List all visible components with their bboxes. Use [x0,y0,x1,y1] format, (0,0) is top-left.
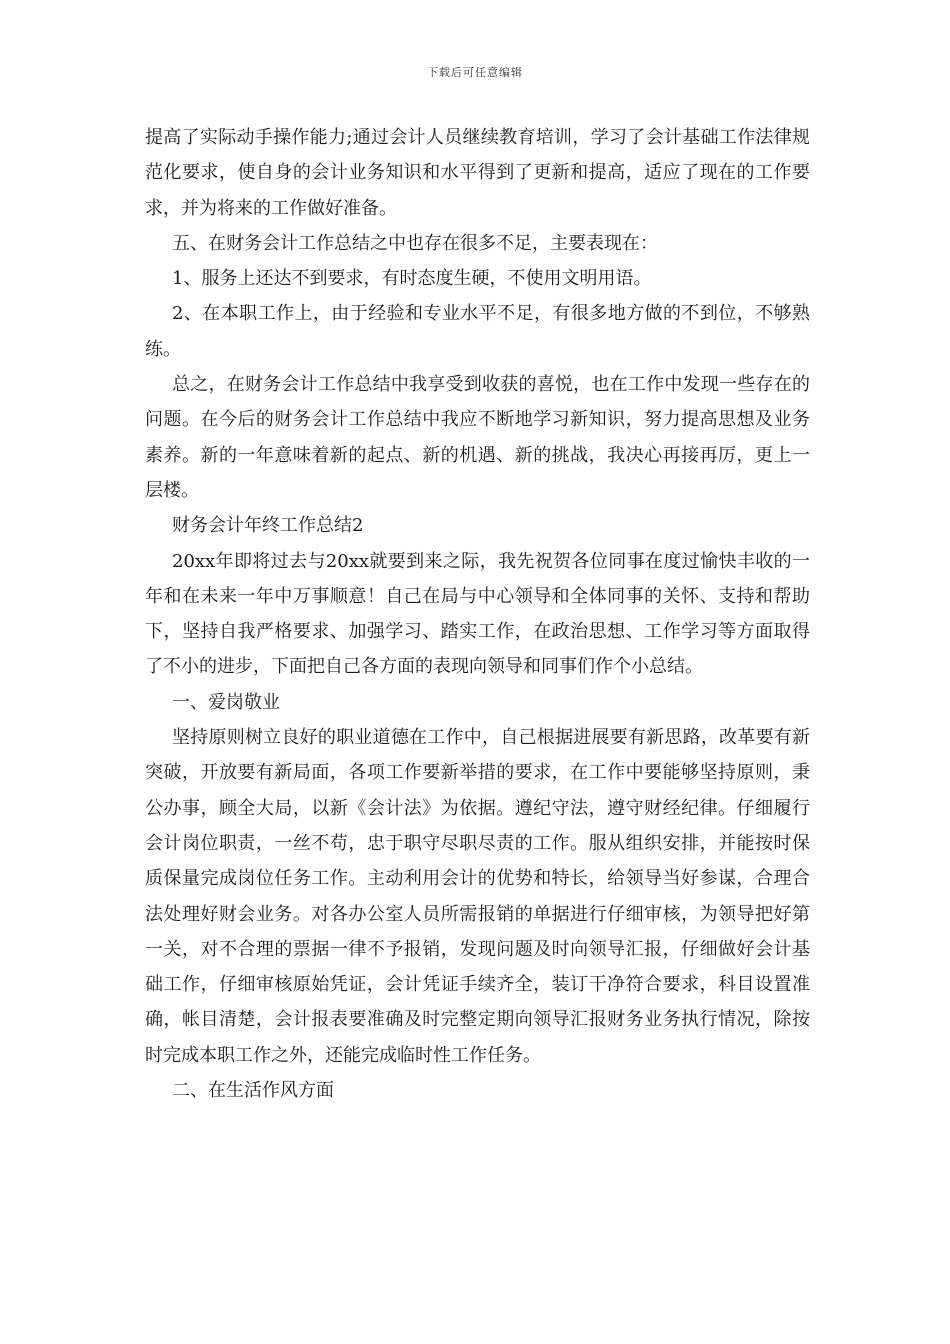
paragraph: 坚持原则树立良好的职业道德在工作中，自己根据进展要有新思路，改革要有新突破，开放要有新局面，各项工作要新举措的要求，在工作中要能够坚持原则，秉公办事，顾全大局，以新《会计法》为依据。遵纪守法，遵守财经纪律。仔细履行会计岗位职责，一丝不苟，忠于职守尽职尽责的工作。服从组织安排，并能按时保质保量完成岗位任务工作。主动利用会计的优势和特长，给领导当好参谋，合理合法处理好财会业务。对各办公室人员所需报销的单据进行仔细审核，为领导把好第一关，对不合理的票据一律不予报销，发现问题及时向领导汇报，仔细做好会计基础工作，仔细审核原始凭证，会计凭证手续齐全，装订干净符合要求，科目设置准确，帐目清楚，会计报表要准确及时完整定期向领导汇报财务业务执行情况，除按时完成本职工作之外，还能完成临时性工作任务。 [145,727,810,1066]
section-heading: 一、爱岗敬业 [172,691,280,713]
paragraph: 1、服务上还达不到要求，有时态度生硬，不使用文明用语。 [172,268,652,290]
document-body [145,120,810,1108]
paragraph: 2、在本职工作上，由于经验和专业水平不足，有很多地方做的不到位，不够熟练。 [145,303,810,360]
paragraph: 20xx年即将过去与20xx就要到来之际，我先祝贺各位同事在度过愉快丰收的一年和在未来一年中万事顺意！自己在局与中心领导和全体同事的关怀、支持和帮助下，坚持自我严格要求、加强学习、踏实工作，在政治思想、工作学习等方面取得了不小的进步，下面把自己各方面的表现向领导和同事们作个小总结。 [145,550,810,678]
section-heading: 二、在生活作风方面 [172,1080,334,1102]
paragraph: 总之，在财务会计工作总结中我享受到收获的喜悦，也在工作中发现一些存在的问题。在今后的财务会计工作总结中我应不断地学习新知识，努力提高思想及业务素养。新的一年意味着新的起点、新的机遇、新的挑战，我决心再接再厉，更上一层楼。 [145,374,810,501]
paragraph: 五、在财务会计工作总结之中也存在很多不足，主要表现在： [172,232,658,254]
section-title: 财务会计年终工作总结2 [172,515,364,537]
page-header-note: 下载后可任意编辑 [427,66,523,79]
paragraph: 提高了实际动手操作能力;通过会计人员继续教育培训，学习了会计基础工作法律规范化要求，使自身的会计业务知识和水平得到了更新和提高，适应了现在的工作要求，并为将来的工作做好准备。 [145,127,810,219]
